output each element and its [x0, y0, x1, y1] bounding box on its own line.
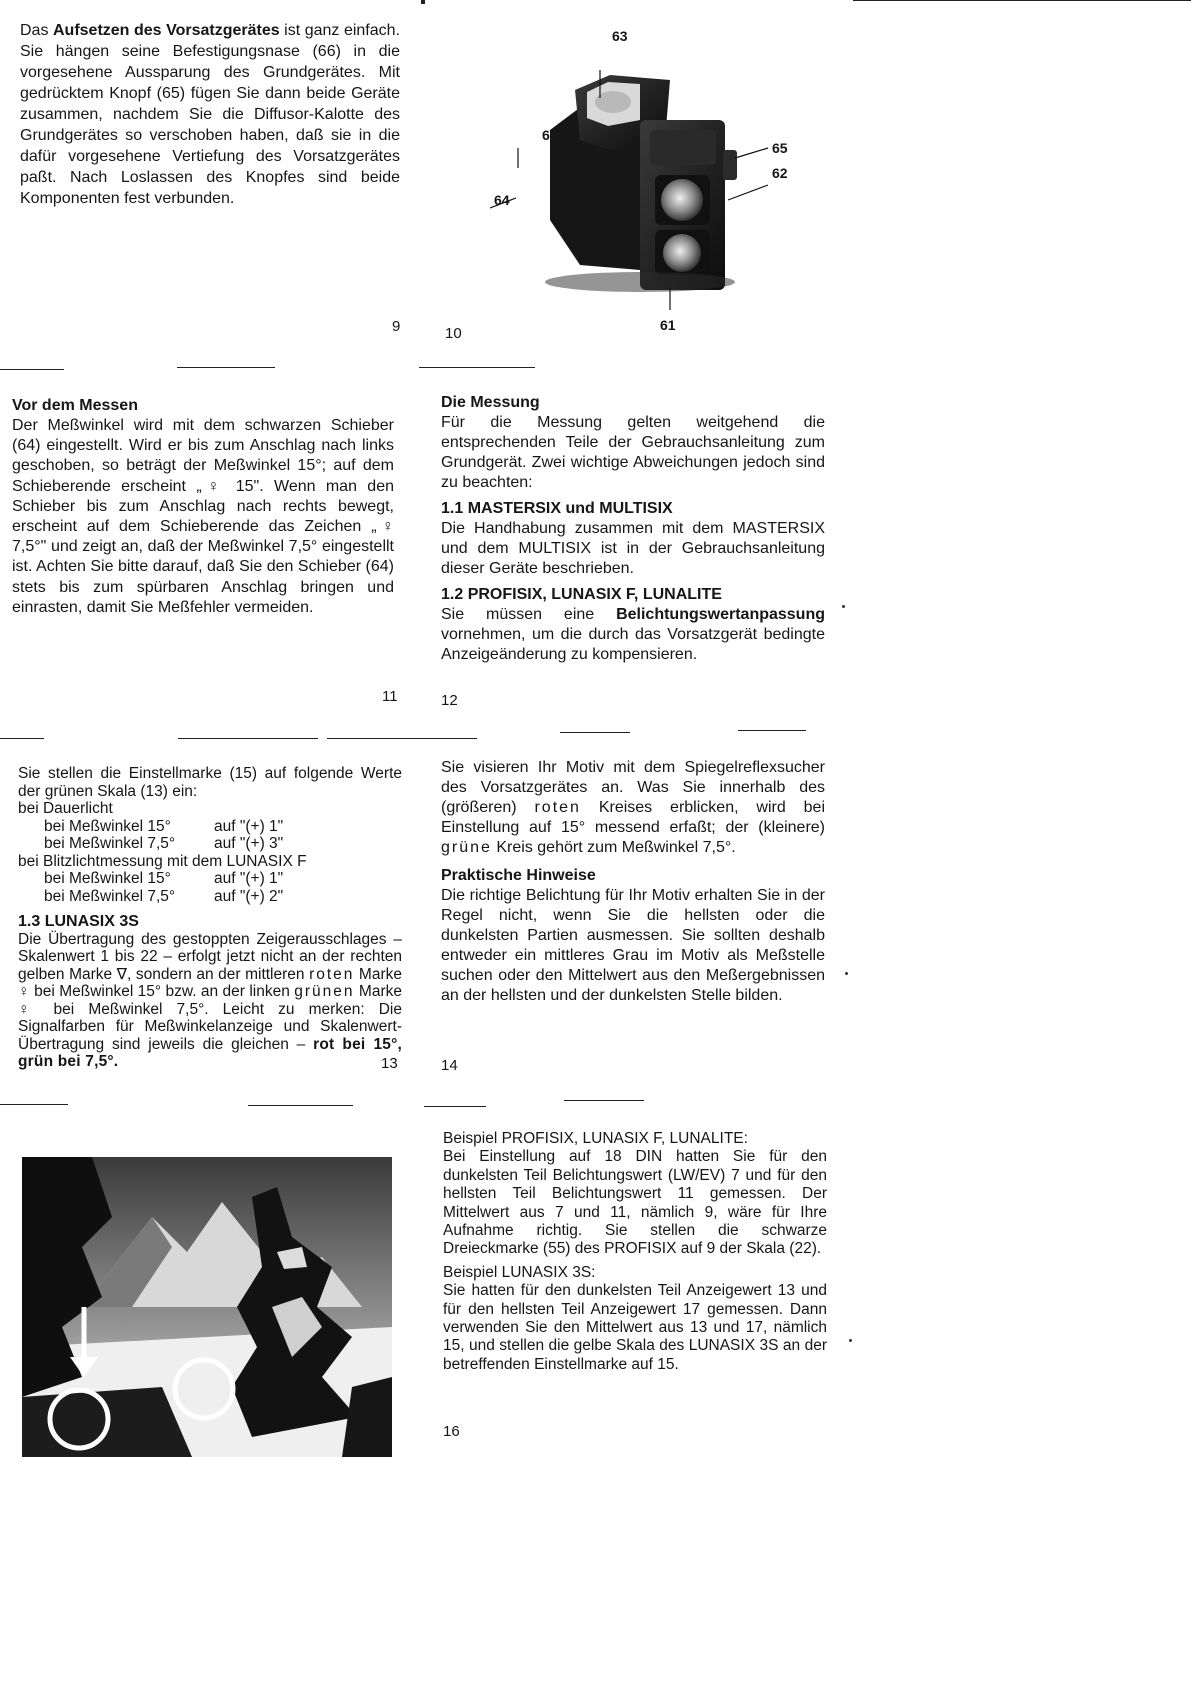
separator: [327, 738, 477, 739]
scan-speck: [845, 972, 848, 975]
page-number-12: 12: [441, 692, 458, 709]
callout-label-64: 64: [494, 192, 510, 208]
callout-label-61: 61: [660, 317, 676, 333]
scan-speck: [849, 1339, 852, 1342]
page-13-list-4: bei Blitzlichtmessung mit dem LUNASIX F: [18, 852, 307, 870]
page-16-text-1: Bei Einstellung auf 18 DIN hatten Sie für den dunkelsten Teil Belichtungswert (LW/EV) 7 und für den hellsten Teil Belichtungswert 11 gemessen. Der Mittelwert aus 7 und 11, nämlich 9, wäre für Ihre Aufnahme richtig. Sie stellen die schwarze Dreieckmarke (55) des PROFISIX auf 9 der Skala (22).: [443, 1148, 827, 1258]
page-13-block: [18, 765, 402, 1071]
separator: [0, 369, 64, 370]
page-13-list-5: bei Meßwinkel 15° auf "(+) 1": [44, 870, 284, 887]
page-12-subheading-1-1: 1.1 MASTERSIX und MULTISIX: [441, 500, 673, 517]
page-13-intro: Sie stellen die Einstellmarke (15) auf folgende Werte der grünen Skala (13) ein:: [18, 765, 402, 800]
separator: [424, 1106, 486, 1107]
separator: [419, 367, 535, 368]
separator: [248, 1105, 353, 1106]
page-number-13: 13: [381, 1055, 398, 1072]
page-11-block: [12, 396, 394, 618]
page-number-9: 9: [392, 318, 401, 335]
top-edge-rule: [853, 0, 1191, 1]
callout-label-62: 62: [772, 165, 788, 181]
callout-label-65: 65: [772, 140, 788, 156]
page-number-14: 14: [441, 1057, 458, 1074]
page-16-heading-2: Beispiel LUNASIX 3S:: [443, 1263, 596, 1281]
page-11-heading: Vor dem Messen: [12, 397, 138, 414]
separator: [738, 730, 806, 731]
page-14-heading: Praktische Hinweise: [441, 867, 596, 884]
separator: [178, 738, 318, 739]
page-13-list-6: bei Meßwinkel 7,5° auf "(+) 2": [44, 887, 284, 905]
page-14-text-1: Sie visieren Ihr Motiv mit dem Spiegelreflexsucher des Vorsatzgerätes an. Was Sie innerhalb des (größeren) roten Kreises erblicken, wird bei Einstellung auf 15° messend erfaßt; der (kleinere) grüne Kreis gehört zum Meßwinkel 7,5°.: [441, 759, 825, 856]
separator: [0, 738, 44, 739]
attachment-device-illustration: [490, 20, 820, 320]
page-13-list-3: bei Meßwinkel 7,5° auf "(+) 3": [44, 835, 284, 852]
separator: [560, 732, 630, 733]
page-12-heading: Die Messung: [441, 394, 540, 411]
page-12-subheading-1-2: 1.2 PROFISIX, LUNASIX F, LUNALITE: [441, 586, 722, 603]
page-12-text-3: Sie müssen eine Belichtungswertanpassung vornehmen, um die durch das Vorsatzgerät bedingte Anzeigeänderung zu kompensieren.: [441, 606, 825, 663]
page-13-list-1: bei Dauerlicht: [18, 800, 113, 817]
page-14-block: [441, 758, 825, 1006]
page-13-text: Die Übertragung des gestoppten Zeigerausschlages – Skalenwert 1 bis 22 – erfolgt jetzt nicht an der rechten gelben Marke ∇, sondern an der mittleren roten Marke ♀ bei Meßwinkel 15° bzw. an der linken grünen Marke ♀ bei Meßwinkel 7,5°. Leicht zu merken: Die Signalfarben für Meßwinkelanzeige und Skalenwert-Übertragung sind jeweils die gleichen – rot bei 15°, grün bei 7,5°.: [18, 930, 402, 1070]
page-16-block: [443, 1130, 827, 1374]
page-16-heading-1: Beispiel PROFISIX, LUNASIX F, LUNALITE:: [443, 1130, 748, 1147]
page-11-text: Der Meßwinkel wird mit dem schwarzen Schieber (64) eingestellt. Wird er bis zum Anschlag nach links geschoben, so beträgt der Meßwinkel 15°; auf dem Schieberende erscheint „♀ 15". Wenn man den Schieber bis zum Anschlag nach rechts bewegt, erscheint auf dem Schieberende das Zeichen „♀ 7,5°" und zeigt an, daß der Meßwinkel 7,5° eingestellt ist. Achten Sie bitte darauf, daß Sie den Schieber (64) stets bis zum spürbaren Anschlag bringen und einrasten, damit Sie Meßfehler vermeiden.: [12, 417, 394, 616]
page-number-11: 11: [382, 688, 398, 705]
page-13-heading: 1.3 LUNASIX 3S: [18, 913, 139, 930]
page-12-text-1: Für die Messung gelten weitgehend die entsprechenden Teile der Gebrauchsanleitung zum Grundgerät. Zwei wichtige Abweichungen jedoch sind zu beachten:: [441, 414, 825, 491]
page-16-text-2: Sie hatten für den dunkelsten Teil Anzeigewert 13 und für den hellsten Teil Anzeigewert 17 gemessen. Dann verwenden Sie den Mittelwert aus 13 und 17, nämlich 15, und stellen die gelbe Skala des LUNASIX 3S an der betreffenden Einstellmarke auf 15.: [443, 1282, 827, 1373]
separator: [0, 1104, 68, 1105]
page-number-10: 10: [445, 325, 462, 342]
page-14-text-2: Die richtige Belichtung für Ihr Motiv erhalten Sie in der Regel nicht, wenn Sie die hellsten oder die dunkelsten Partien ausmessen. Sie sollten deshalb entweder ein mittleres Grau im Motiv als Meßstelle suchen oder den Mittelwert aus den Meßergebnissen an der hellsten und der dunkelsten Stelle bilden.: [441, 887, 825, 1004]
scan-speck: [842, 605, 845, 608]
winter-scene-illustration: [22, 1157, 392, 1457]
page-9-text: Das Aufsetzen des Vorsatzgerätes ist ganz einfach. Sie hängen seine Befestigungsnase (66) in die vorgesehene Aussparung des Grundgerätes. Mit gedrücktem Knopf (65) fügen Sie dann beide Geräte zusammen, nachdem Sie die Diffusor-Kalotte des Grundgerätes so verschoben haben, daß sie in die dafür vorgesehene Vertiefung des Vorsatzgerätes paßt. Nach Loslassen des Knopfes sind beide Komponenten fest verbunden.: [20, 22, 400, 207]
page-9-bold-term: Aufsetzen des Vorsatzgerätes: [53, 22, 280, 39]
separator: [177, 367, 275, 368]
callout-label-63: 63: [612, 28, 628, 44]
top-edge-mark: [421, 0, 425, 4]
page-12-block: [441, 393, 825, 665]
winter-landscape-photo: [22, 1157, 392, 1457]
page-13-list-2: bei Meßwinkel 15° auf "(+) 1": [44, 817, 284, 835]
callout-label-66: 66: [542, 127, 558, 143]
page-number-16: 16: [443, 1423, 460, 1440]
separator: [564, 1100, 644, 1101]
product-photo-attachment: [490, 20, 820, 320]
page-12-text-2: Die Handhabung zusammen mit dem MASTERSIX und dem MULTISIX ist in der Gebrauchsanleitung dieser Geräte beschrieben.: [441, 520, 825, 577]
